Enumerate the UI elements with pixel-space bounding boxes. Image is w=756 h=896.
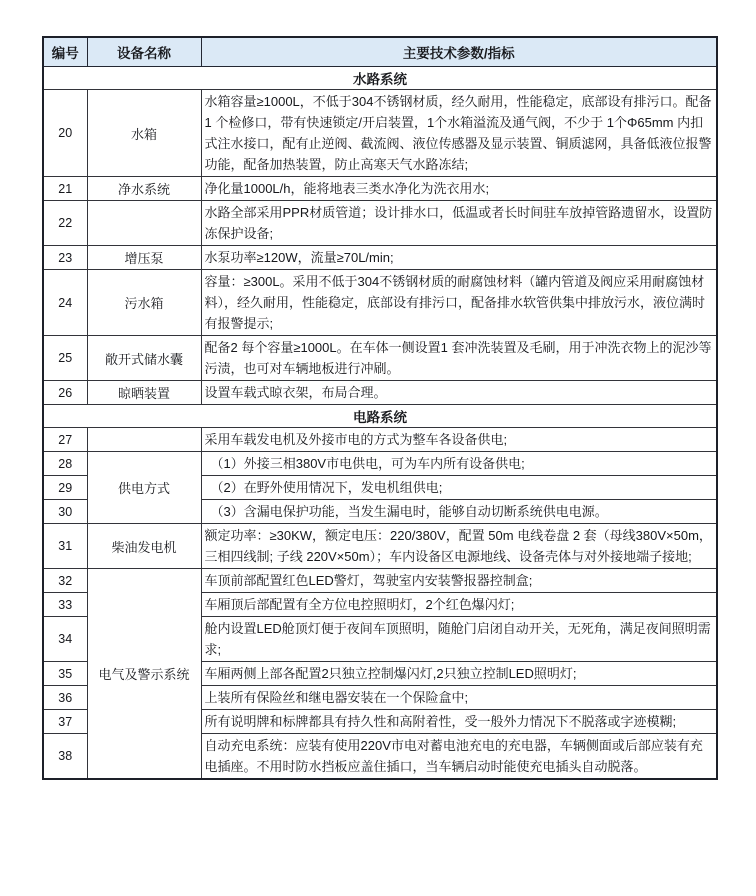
device-name-cell xyxy=(87,428,201,452)
row-number-cell: 23 xyxy=(43,246,87,270)
row-number-cell: 26 xyxy=(43,381,87,405)
header-params: 主要技术参数/指标 xyxy=(201,37,717,67)
table-row xyxy=(43,428,717,452)
row-number-cell: 29 xyxy=(43,476,87,500)
device-name-cell: 敞开式储水囊 xyxy=(87,336,201,381)
row-number-cell: 34 xyxy=(43,617,87,662)
table-row xyxy=(43,381,717,405)
header-name: 设备名称 xyxy=(87,37,201,67)
section-row-electric xyxy=(43,405,717,428)
row-number-cell: 31 xyxy=(43,524,87,569)
table-row xyxy=(43,246,717,270)
param-cell: （2）在野外使用情况下，发电机组供电; xyxy=(201,476,717,500)
table-header-row xyxy=(43,37,717,67)
param-cell: 车顶前部配置红色LED警灯，驾驶室内安装警报器控制盒; xyxy=(201,569,717,593)
table-row xyxy=(43,524,717,569)
param-cell: 采用车载发电机及外接市电的方式为整车各设备供电; xyxy=(201,428,717,452)
section-row-water xyxy=(43,67,717,90)
table-row xyxy=(43,177,717,201)
param-cell: 所有说明牌和标牌都具有持久性和高附着性，受一般外力情况下不脱落或字迹模糊; xyxy=(201,710,717,734)
device-name-cell: 电气及警示系统 xyxy=(87,569,201,780)
param-cell: 容量：≥300L。采用不低于304不锈钢材质的耐腐蚀材料（罐内管道及阀应采用耐腐蚀材料），经久耐用，性能稳定，底部设有排污口，配备排水软管供集中排放污水，液位满时有报警提示; xyxy=(201,270,717,336)
param-cell: 水箱容量≥1000L，不低于304不锈钢材质，经久耐用，性能稳定，底部设有排污口。配备1 个检修口，带有快速锁定/开启装置，1个水箱溢流及通气阀，不少于 1个Φ65mm 内扣式注水接口，配有止逆阀、截流阀、液位传感器及显示装置、铜质滤网，具备低液位报警功能，配备加热装置，防止高寒天气水路冻结; xyxy=(201,90,717,177)
row-number-cell: 33 xyxy=(43,593,87,617)
table-row xyxy=(43,201,717,246)
device-name-cell: 污水箱 xyxy=(87,270,201,336)
param-cell: 水泵功率≥120W，流量≥70L/min; xyxy=(201,246,717,270)
table-row xyxy=(43,336,717,381)
row-number-cell: 37 xyxy=(43,710,87,734)
param-cell: 设置车载式晾衣架，布局合理。 xyxy=(201,381,717,405)
row-number-cell: 21 xyxy=(43,177,87,201)
device-name-cell xyxy=(87,201,201,246)
header-no: 编号 xyxy=(43,37,87,67)
table-row xyxy=(43,90,717,177)
device-name-cell: 净水系统 xyxy=(87,177,201,201)
param-cell: 车厢两侧上部各配置2只独立控制爆闪灯,2只独立控制LED照明灯; xyxy=(201,662,717,686)
row-number-cell: 20 xyxy=(43,90,87,177)
param-cell: 额定功率：≥30KW，额定电压：220/380V，配置 50m 电线卷盘 2 套（母线380V×50m，三相四线制; 子线 220V×50m）；车内设备区电源地线、设备壳体与对外接地端子接地; xyxy=(201,524,717,569)
row-number-cell: 25 xyxy=(43,336,87,381)
row-number-cell: 28 xyxy=(43,452,87,476)
param-cell: 净化量1000L/h，能将地表三类水净化为洗衣用水; xyxy=(201,177,717,201)
table-row xyxy=(43,270,717,336)
row-number-cell: 24 xyxy=(43,270,87,336)
section-title-electric: 电路系统 xyxy=(43,405,717,428)
row-number-cell: 32 xyxy=(43,569,87,593)
param-cell: 自动充电系统：应装有使用220V市电对蓄电池充电的充电器，车辆侧面或后部应装有充电插座。不用时防水挡板应盖住插口，当车辆启动时能使充电插头自动脱落。 xyxy=(201,734,717,780)
param-cell: 车厢顶后部配置有全方位电控照明灯，2个红色爆闪灯; xyxy=(201,593,717,617)
device-name-cell: 增压泵 xyxy=(87,246,201,270)
device-name-cell: 柴油发电机 xyxy=(87,524,201,569)
spec-table xyxy=(42,36,718,780)
param-cell: 上装所有保险丝和继电器安装在一个保险盒中; xyxy=(201,686,717,710)
row-number-cell: 35 xyxy=(43,662,87,686)
row-number-cell: 36 xyxy=(43,686,87,710)
param-cell: 配备2 每个容量≥1000L。在车体一侧设置1 套冲洗装置及毛刷，用于冲洗衣物上的泥沙等污渍，也可对车辆地板进行冲刷。 xyxy=(201,336,717,381)
param-cell: （1）外接三相380V市电供电，可为车内所有设备供电; xyxy=(201,452,717,476)
table-row xyxy=(43,452,717,476)
row-number-cell: 30 xyxy=(43,500,87,524)
device-name-cell: 水箱 xyxy=(87,90,201,177)
param-cell: 舱内设置LED舱顶灯便于夜间车顶照明，随舱门启闭自动开关，无死角，满足夜间照明需求; xyxy=(201,617,717,662)
section-title-water: 水路系统 xyxy=(43,67,717,90)
row-number-cell: 38 xyxy=(43,734,87,780)
device-name-cell: 晾晒装置 xyxy=(87,381,201,405)
param-cell: 水路全部采用PPR材质管道；设计排水口，低温或者长时间驻车放掉管路遗留水，设置防冻保护设备; xyxy=(201,201,717,246)
table-row xyxy=(43,569,717,593)
row-number-cell: 22 xyxy=(43,201,87,246)
device-name-cell: 供电方式 xyxy=(87,452,201,524)
row-number-cell: 27 xyxy=(43,428,87,452)
param-cell: （3）含漏电保护功能，当发生漏电时，能够自动切断系统供电电源。 xyxy=(201,500,717,524)
